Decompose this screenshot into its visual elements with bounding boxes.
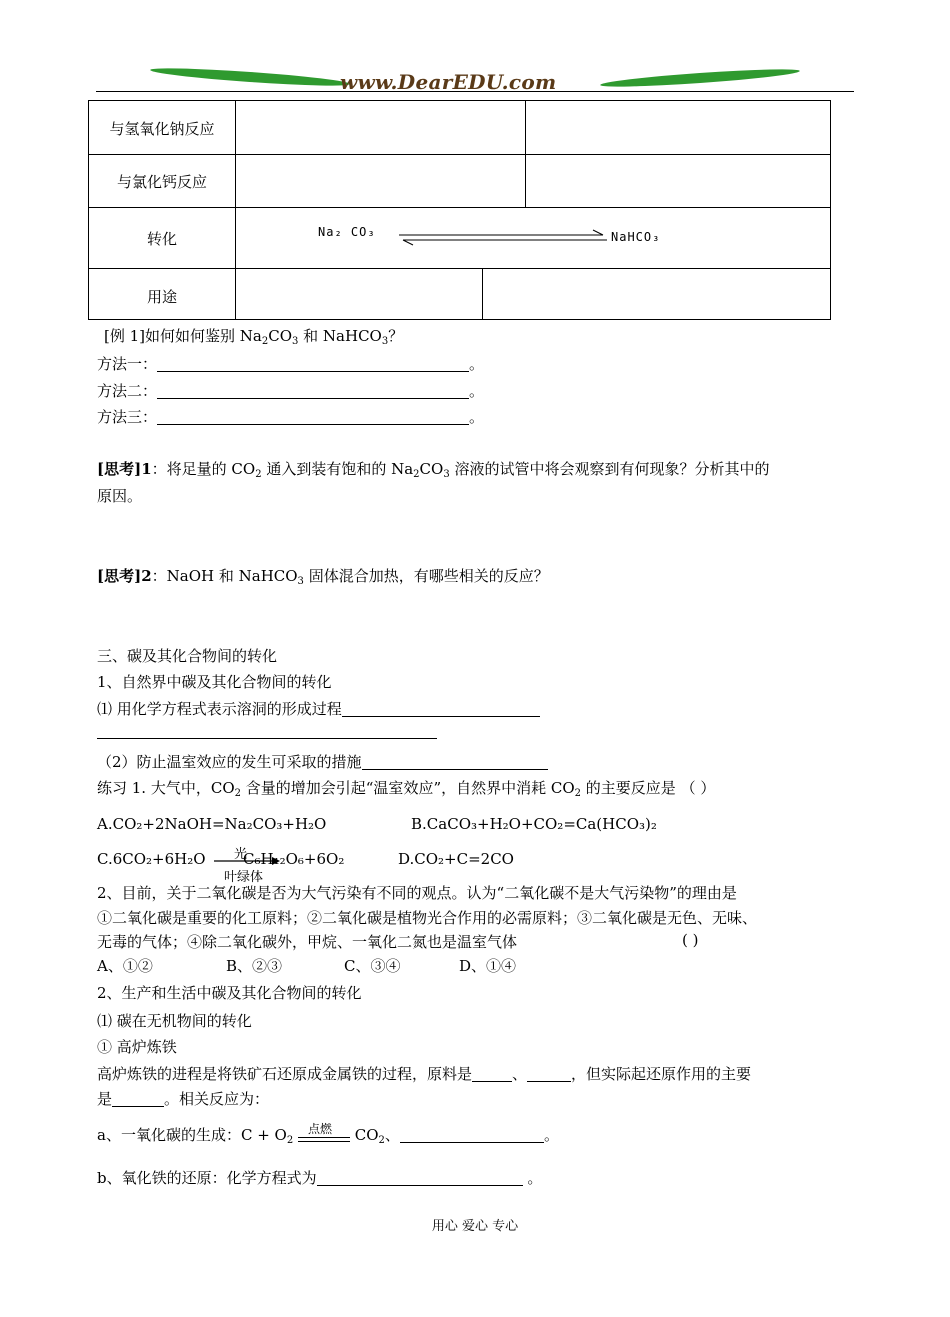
think2-line: [思考]2：NaOH 和 NaHCO$_3$ 固体混合加热，有哪些相关的反应？ <box>97 567 549 587</box>
subsection-title: ⑴ 碳在无机物间的转化 <box>97 1012 252 1030</box>
answer-paren[interactable]: ( ) <box>682 931 699 949</box>
reaction-a-line: a、一氧化碳的生成：$C + O_2$ 点燃 $CO_2$、 。 <box>97 1122 559 1146</box>
question2-line2: ①二氧化碳是重要的化工原料；②二氧化碳是植物光合作用的必需原料；③二氧化碳是无色、无味、 <box>97 909 758 927</box>
option-d: D.CO₂+C=2CO <box>398 850 514 868</box>
question-cave: ⑴ 用化学方程式表示溶洞的形成过程 <box>97 698 540 719</box>
method-3-line: 方法三： 。 <box>97 408 485 426</box>
method-2-line: 方法二： 。 <box>97 382 485 400</box>
answer-blank[interactable] <box>317 1171 523 1186</box>
header-swoosh-left <box>150 65 350 89</box>
question2-line1: 2、目前，关于二氧化碳是否为大气污染有不同的观点。认为“二氧化碳不是大气污染物”的理由是 <box>97 884 737 902</box>
blast-furnace-line1: 高炉炼铁的进程是将铁矿石还原成金属铁的过程，原料是 、 ，但实际起还原作用的主要 <box>97 1065 752 1083</box>
answer-blank[interactable] <box>112 1092 164 1107</box>
table-vline <box>235 101 236 319</box>
choice-d: D、①④ <box>459 957 517 975</box>
header-rule <box>96 91 854 92</box>
header-swoosh-right <box>600 66 800 90</box>
table-row-label: 与氢氧化钠反应 <box>109 120 215 138</box>
option-c-left: C.6CO₂+6H₂O <box>97 850 206 868</box>
choice-b: B、②③ <box>226 957 283 975</box>
question2-line3: 无毒的气体；④除二氧化碳外，甲烷、一氧化二氮也是温室气体 <box>97 933 518 951</box>
choice-a: A、①② <box>97 957 153 975</box>
answer-blank[interactable] <box>157 410 469 425</box>
table-row-label: 用途 <box>146 288 177 306</box>
ignite-condition: 点燃 <box>298 1124 350 1142</box>
table-hline <box>89 207 830 208</box>
answer-blank[interactable] <box>400 1128 544 1143</box>
answer-blank[interactable] <box>362 755 548 770</box>
conversion-right-formula: NaHCO₃ <box>611 230 661 244</box>
table-row-label: 转化 <box>146 230 177 248</box>
answer-blank[interactable] <box>472 1067 512 1082</box>
option-c-condition-above: 光 <box>234 847 248 862</box>
conversion-left-formula: Na₂ CO₃ <box>318 225 376 239</box>
answer-blank[interactable] <box>157 384 469 399</box>
think1-line1: [思考]1：将足量的 $CO_2$ 通入到装有饱和的 $Na_2CO_3$ 溶液的试管中将会观察到有何现象？分析其中的 <box>97 460 770 480</box>
exercise1-stem: 练习 1. 大气中，$CO_2$ 含量的增加会引起“温室效应”，自然界中消耗 $CO_2$ 的主要反应是 （ ） <box>97 779 716 799</box>
option-a: A.CO₂+2NaOH=Na₂CO₃+H₂O <box>97 815 327 833</box>
example1-question: [例 1]如何如何鉴别 $Na_2CO_3$ 和 NaHCO$_3$？ <box>104 327 404 347</box>
subsection-title: ① 高炉炼铁 <box>97 1038 177 1056</box>
choice-c: C、③④ <box>344 957 401 975</box>
table-hline <box>89 268 830 269</box>
question-greenhouse: （2）防止温室效应的发生可采取的措施 <box>97 751 548 772</box>
answer-blank[interactable] <box>342 702 540 717</box>
page-footer: 用心 爱心 专心 <box>431 1219 519 1234</box>
site-logo: www.DearEDU.com <box>340 70 557 94</box>
subsection-title: 2、生产和生活中碳及其化合物间的转化 <box>97 984 362 1002</box>
equals-double-line <box>298 1137 350 1142</box>
table-vline <box>525 101 526 207</box>
method-1-line: 方法一： 。 <box>97 355 485 373</box>
subsection-title: 1、自然界中碳及其化合物间的转化 <box>97 673 332 691</box>
reversible-arrow-icon <box>397 227 609 249</box>
blast-furnace-line2: 是 。相关反应为： <box>97 1090 270 1108</box>
option-b: B.CaCO₃+H₂O+CO₂=Ca(HCO₃)₂ <box>411 815 657 833</box>
answer-blank[interactable] <box>157 357 469 372</box>
table-vline <box>482 268 483 319</box>
option-c-condition-below: 叶绿体 <box>224 870 264 885</box>
think1-line2: 原因。 <box>97 487 143 505</box>
answer-blank-line[interactable] <box>97 738 437 739</box>
answer-blank[interactable] <box>527 1067 571 1082</box>
reaction-b-line: b、氧化铁的还原：化学方程式为 。 <box>97 1169 543 1187</box>
table-hline <box>89 154 830 155</box>
option-c-right: C₆H₁₂O₆+6O₂ <box>243 850 345 868</box>
table-row-label: 与氯化钙反应 <box>116 173 207 191</box>
section-title: 三、碳及其化合物间的转化 <box>97 647 278 665</box>
comparison-table <box>88 100 831 320</box>
